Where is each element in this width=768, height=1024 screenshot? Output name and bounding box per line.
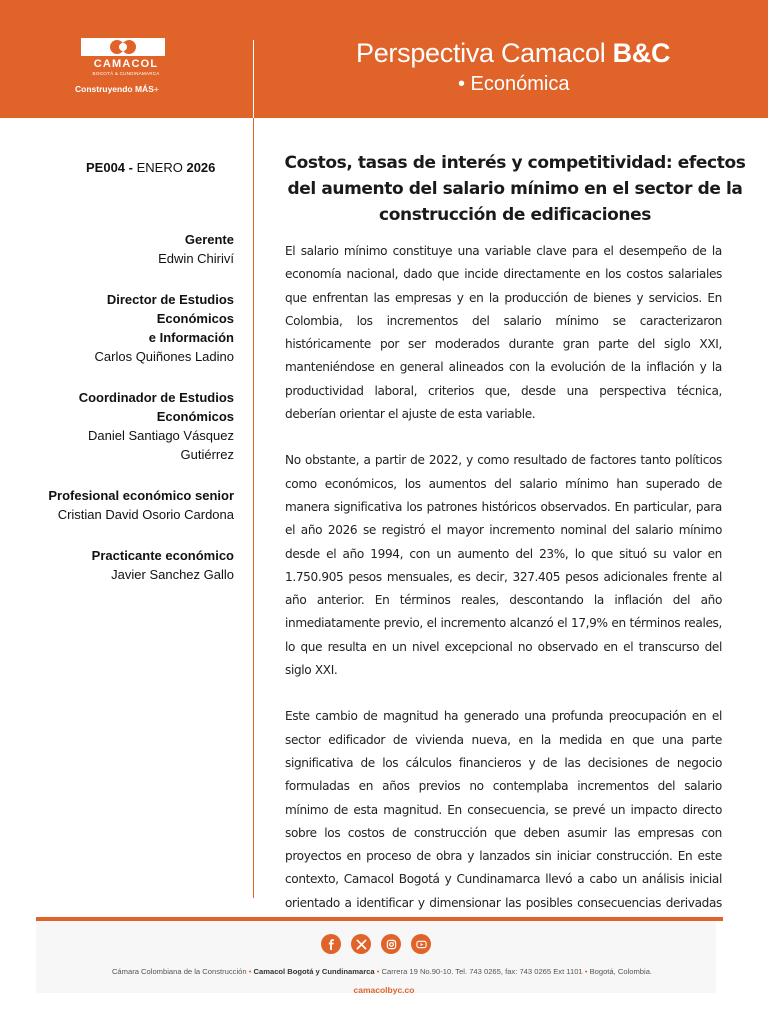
logo-subtitle: BOGOTÁ & CUNDINAMARCA [92, 71, 160, 76]
article-title: Costos, tasas de interés y competitividad: efectos del aumento del salario mínimo en el sector de la construcción de edificaciones [284, 153, 746, 225]
footer-website-link[interactable]: camacolbyc.co [353, 985, 415, 995]
staff-name: Edwin Chiriví [158, 251, 234, 266]
publication-title: Perspectiva Camacol B&C [356, 38, 671, 68]
issue-label: PE004 - ENERO 2026 [86, 160, 216, 175]
publication-subtitle: • Económica [458, 73, 570, 95]
x-icon[interactable] [351, 934, 371, 954]
staff-entry-coordinador [30, 388, 234, 464]
staff-role: Profesional económico senior [48, 488, 234, 503]
logo-wordmark: CAMACOL [93, 58, 159, 70]
staff-name: Javier Sanchez Gallo [111, 567, 234, 582]
youtube-icon[interactable] [411, 934, 431, 954]
staff-name: Carlos Quiñones Ladino [94, 349, 234, 364]
social-links [321, 934, 431, 954]
camacol-logo-mark-icon [81, 38, 165, 60]
footer-address: Cámara Colombiana de la Construcción • Camacol Bogotá y Cundinamarca • Carrera 19 No.90-10. Tel. 743 0265, fax: 743 0265 Ext 1101 • Bogotá, Colombia. [111, 967, 653, 976]
paragraph: Este cambio de magnitud ha generado una profunda preocupación en el sector edificador de vivienda nueva, en la medida en que una parte significativa de los cálculos financieros y de las decisiones de negocio formuladas en años previos no contemplaba incrementos del salario mínimo de esta magnitud. En consecuencia, se prevé un impacto directo sobre los costos de construcción que deben asumir las empresas con proyectos en proceso de obra y lanzados sin iniciar construcción. En este contexto, Camacol Bogotá y Cundinamarca llevó a cabo un análisis inicial orientado a identificar y dimensionar las posibles consecuencias derivadas [285, 709, 722, 910]
staff-name: Daniel Santiago Vásquez [88, 428, 234, 443]
staff-entry-profesional [30, 486, 234, 524]
logo-tagline: Construyendo MÁS+ [75, 84, 159, 94]
column-divider [253, 118, 254, 898]
paragraph: No obstante, a partir de 2022, y como resultado de factores tanto políticos como económicos, los aumentos del salario mínimo han superado de manera significativa los patrones históricos observados. En particular, para el año 2026 se registró el mayor incremento nominal del salario mínimo desde el año 1994, con un aumento del 23%, lo que situó su valor en 1.750.905 pesos mensuales, es decir, 327.405 pesos adicionales frente al año anterior. En términos reales, descontando la inflación del año inmediatamente previo, el incremento alcanzó el 17,9% en términos reales, lo que resulta en un nivel excepcional no observado en el transcurso del siglo XXI. [285, 453, 722, 678]
staff-role: Gerente [184, 232, 234, 247]
staff-name: Gutiérrez [180, 447, 234, 462]
staff-role: Económicos [156, 409, 234, 424]
staff-name: Cristian David Osorio Cardona [57, 507, 234, 522]
staff-role: Coordinador de Estudios [78, 390, 234, 405]
footer [36, 921, 716, 993]
staff-entry-gerente [30, 230, 234, 268]
facebook-icon[interactable] [321, 934, 341, 954]
header-banner [0, 0, 768, 118]
staff-entry-practicante [30, 546, 234, 584]
paragraph: El salario mínimo constituye una variable clave para el desempeño de la economía nacional, dado que incide directamente en los costos salariales que enfrentan las empresas y en la producción de bienes y servicios. En Colombia, los incrementos del salario mínimo se caracterizaron históricamente por ser moderados durante gran parte del siglo XXI, manteniéndose en general alineados con la evolución de la inflación y la productividad laboral, criterios que, desde una perspectiva técnica, deberían orientar el ajuste de esta variable. [285, 244, 722, 422]
header-divider [253, 40, 254, 118]
sidebar-credits [30, 160, 234, 606]
staff-role: Económicos [156, 311, 234, 326]
article-body [285, 240, 722, 961]
staff-entry-director [30, 290, 234, 366]
instagram-icon[interactable] [381, 934, 401, 954]
staff-role: Director de Estudios [106, 292, 234, 307]
staff-role: e Información [148, 330, 234, 345]
staff-role: Practicante económico [91, 548, 234, 563]
